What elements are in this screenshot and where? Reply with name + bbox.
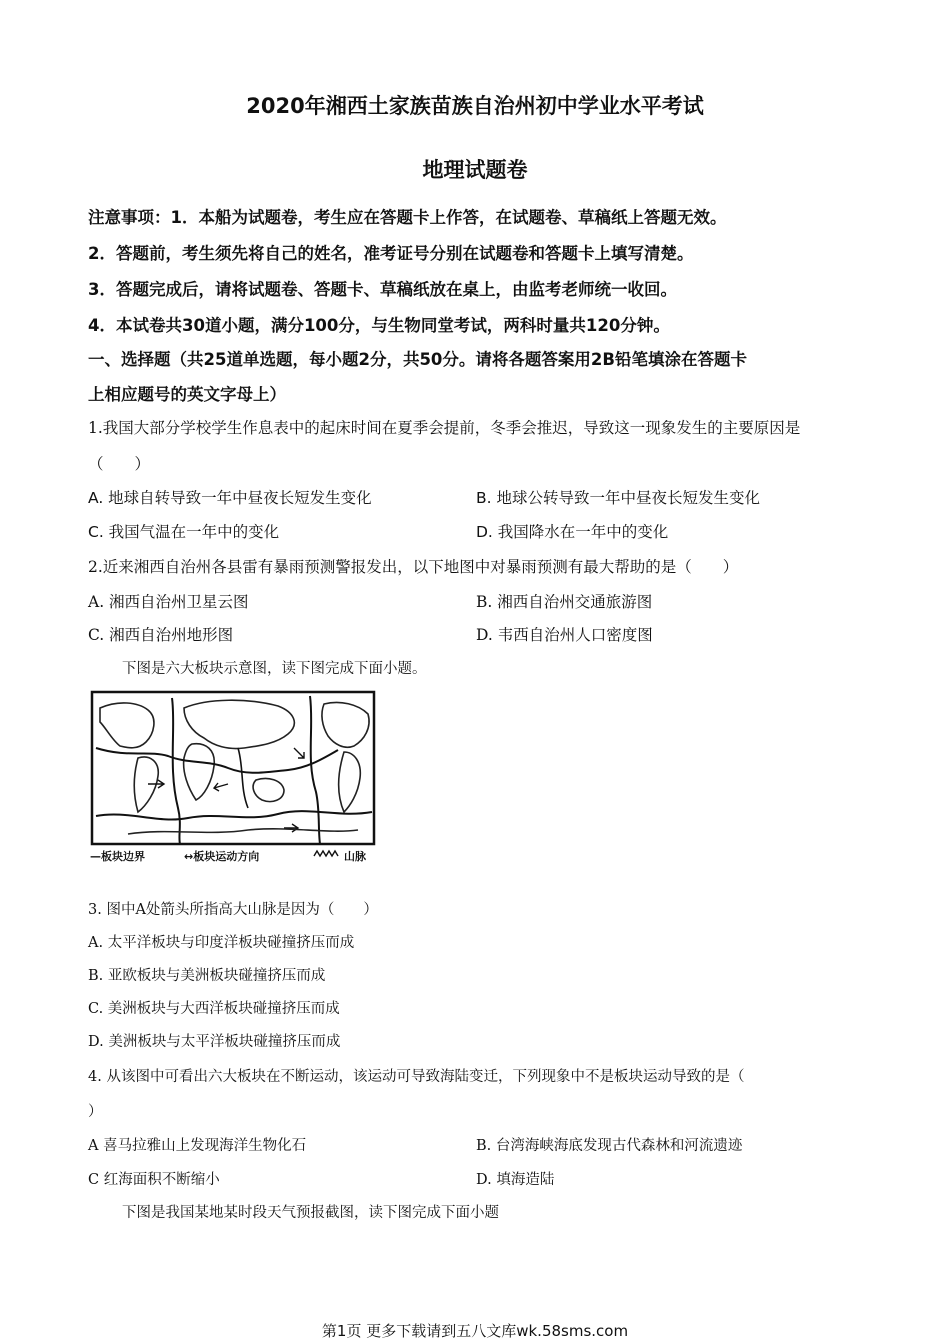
q2-option-a: A. 湘西自治州卫星云图 [88,593,249,611]
note-1: 注意事项：1．本船为试题卷，考生应在答题卡上作答，在试题卷、草稿纸上答题无效。 [88,208,727,227]
section-heading-cont: 上相应题号的英文字母上） [88,385,286,404]
q2-stem: 2.近来湘西自治州各县雷有暴雨预测警报发出，以下地图中对暴雨预测有最大帮助的是（ ） [88,558,739,576]
legend-mountain-icon [314,851,338,856]
q1-option-c: C. 我国气温在一年中的变化 [88,523,280,541]
q1-option-a: A. 地球自转导致一年中昼夜长短发生变化 [88,489,372,507]
q3-option-a: A. 太平洋板块与印度洋板块碰撞挤压而成 [88,935,355,951]
q1-option-b: B. 地球公转导致一年中昼夜长短发生变化 [476,489,760,507]
exam-title: 2020年湘西土家族苗族自治州初中学业水平考试 [246,94,704,118]
q3-option-d: D. 美洲板块与太平洋板块碰撞挤压而成 [88,1034,341,1050]
section-heading: 一、选择题（共25道单选题，每小题2分，共50分。请将各题答案用2B铅笔填涂在答题卡 [88,350,747,369]
q4-option-c: C 红海面积不断缩小 [88,1172,220,1188]
q4-option-b: B. 台湾海峡海底发现古代森林和河流遗迹 [476,1138,743,1154]
q4-option-d: D. 填海造陆 [476,1172,555,1188]
page-footer: 第1页 更多下载请到五八文库wk.58sms.com [321,1322,629,1340]
map-frame [92,692,374,844]
legend-direction: ↔板块运动方向 [184,850,260,863]
q2-option-d: D. 韦西自治州人口密度图 [476,626,653,644]
plate-map-intro: 下图是六大板块示意图，读下图完成下面小题。 [122,661,427,677]
weather-intro: 下图是我国某地某时段天气预报截图，读下图完成下面小题 [122,1205,499,1221]
note-3: 3．答题完成后，请将试题卷、答题卡、草稿纸放在桌上，由监考老师统一收回。 [88,280,677,299]
q1-option-d: D. 我国降水在一年中的变化 [476,523,669,541]
note-2: 2．答题前，考生须先将自己的姓名，准考证号分别在试题卷和答题卡上填写清楚。 [88,244,694,263]
q2-option-c: C. 湘西自治州地形图 [88,626,234,644]
exam-subtitle: 地理试题卷 [422,158,528,182]
q4-paren: ） [88,1104,103,1120]
legend-mountain: 山脉 [344,850,366,863]
legend-boundary: —板块边界 [90,850,145,863]
q4-option-a: A 喜马拉雅山上发现海洋生物化石 [88,1138,307,1154]
q2-option-b: B. 湘西自治州交通旅游图 [476,593,653,611]
q3-stem: 3. 图中A处箭头所指高大山脉是因为（ ） [88,902,378,918]
q4-stem: 4. 从该图中可看出六大板块在不断运动，该运动可导致海陆变迁，下列现象中不是板块运动导致的是（ [88,1069,745,1085]
q1-stem: 1.我国大部分学校学生作息表中的起床时间在夏季会提前，冬季会推迟，导致这一现象发生的主要原因是 [88,419,801,437]
q3-option-b: B. 亚欧板块与美洲板块碰撞挤压而成 [88,968,326,984]
plate-tectonics-map [88,688,378,864]
note-4: 4．本试卷共30道小题，满分100分，与生物同堂考试，两科时量共120分钟。 [88,316,670,335]
q1-paren: （ ） [88,455,151,473]
q3-option-c: C. 美洲板块与大西洋板块碰撞挤压而成 [88,1001,340,1017]
